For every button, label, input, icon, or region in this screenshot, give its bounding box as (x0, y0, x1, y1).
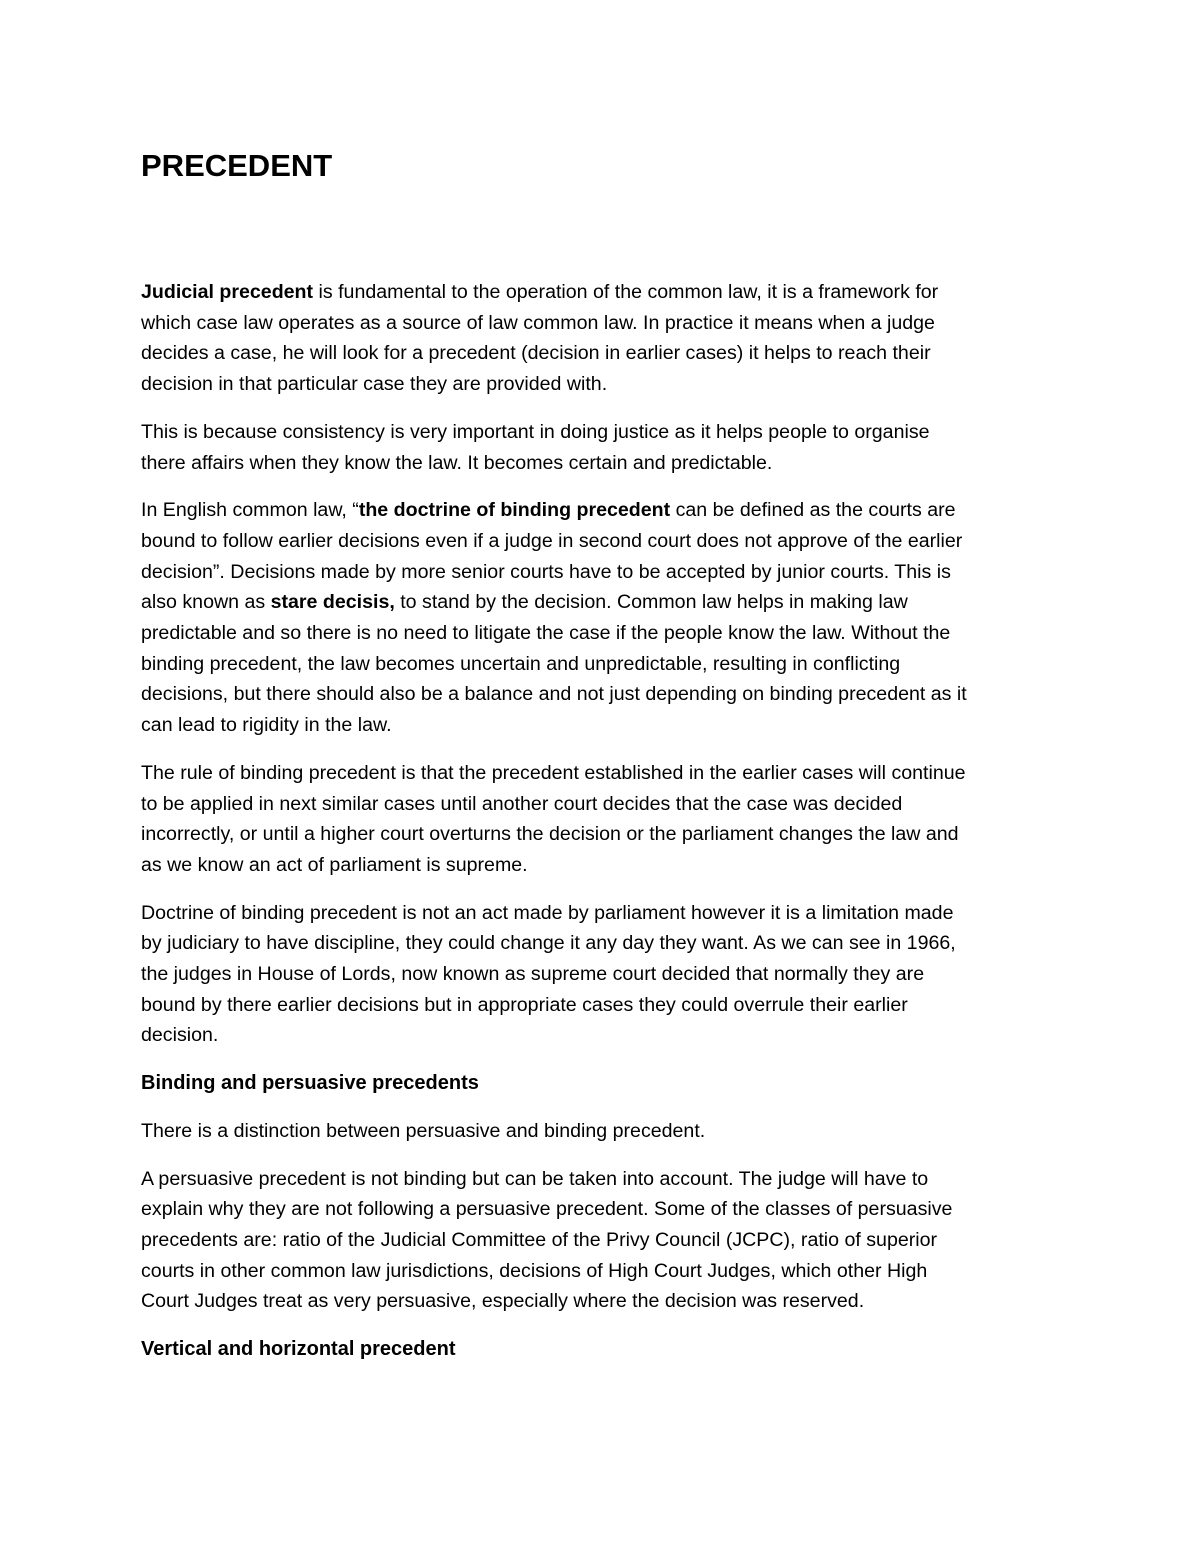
paragraph-line: decision”. Decisions made by more senior courts have to be accepted by junior courts. This is (141, 560, 951, 583)
paragraph-line: as we know an act of parliament is supreme. (141, 853, 528, 876)
document-body (141, 146, 1071, 1382)
paragraph-line: by judiciary to have discipline, they could change it any day they want. As we can see in 1966, (141, 932, 956, 955)
document-title: PRECEDENT (141, 148, 333, 183)
text-run: to stand by the decision. Common law helps in making law (394, 591, 908, 614)
paragraph-doctrine (141, 495, 1071, 741)
paragraph-line: decision. (141, 1024, 219, 1047)
paragraph-line: This is because consistency is very important in doing justice as it helps people to organise (141, 420, 930, 443)
paragraph-line (141, 495, 1071, 526)
paragraph-line: decides a case, he will look for a precedent (decision in earlier cases) it helps to reach their (141, 342, 931, 365)
bold-term: Judicial precedent (141, 281, 314, 303)
text-run: is fundamental to the operation of the common law, it is a framework for (313, 281, 939, 303)
paragraph-line: there affairs when they know the law. It becomes certain and predictable. (141, 451, 773, 474)
paragraph-line: to be applied in next similar cases until another court decides that the case was decided (141, 792, 903, 815)
paragraph-distinction (141, 1116, 1071, 1147)
paragraph-line: Doctrine of binding precedent is not an act made by parliament however it is a limitation made (141, 901, 954, 924)
paragraph-line: precedents are: ratio of the Judicial Committee of the Privy Council (JCPC), ratio of superior (141, 1228, 938, 1251)
paragraph-line: decision in that particular case they are provided with. (141, 373, 608, 396)
paragraph-line: There is a distinction between persuasive and binding precedent. (141, 1119, 706, 1142)
paragraph-line: A persuasive precedent is not binding but can be taken into account. The judge will have to (141, 1167, 929, 1190)
paragraph-limitation (141, 898, 1071, 1052)
paragraph-persuasive (141, 1164, 1071, 1318)
text-run: can be defined as the courts are (670, 499, 956, 522)
paragraph-line: incorrectly, or until a higher court overturns the decision or the parliament changes the law and (141, 823, 959, 846)
bold-term: the doctrine of binding precedent (358, 499, 671, 522)
paragraph-line: bound by there earlier decisions but in appropriate cases they could overrule their earlier (141, 993, 908, 1016)
section-heading: Binding and persuasive precedents (141, 1072, 479, 1095)
paragraph-line: can lead to rigidity in the law. (141, 714, 392, 737)
paragraph-rule (141, 758, 1071, 881)
section-heading: Vertical and horizontal precedent (141, 1338, 456, 1361)
paragraph-line: explain why they are not following a persuasive precedent. Some of the classes of persuasive (141, 1198, 953, 1221)
paragraph-line: bound to follow earlier decisions even if a judge in second court does not approve of the earlier (141, 529, 963, 552)
text-run: In English common law, “ (141, 499, 359, 522)
paragraph-line: decisions, but there should also be a balance and not just depending on binding precedent as it (141, 683, 967, 706)
paragraph-line: The rule of binding precedent is that the precedent established in the earlier cases will continue (141, 761, 966, 784)
paragraph-line (141, 277, 1071, 308)
text-run: also known as (141, 591, 271, 614)
paragraph-consistency (141, 417, 1071, 478)
paragraph-line: Court Judges treat as very persuasive, especially where the decision was reserved. (141, 1290, 865, 1313)
paragraph-line (141, 587, 1071, 618)
paragraph-line: predictable and so there is no need to litigate the case if the people know the law. Without the (141, 622, 951, 645)
paragraph-judicial-precedent (141, 277, 1071, 400)
bold-term: stare decisis, (270, 591, 395, 614)
paragraph-line: the judges in House of Lords, now known as supreme court decided that normally they are (141, 963, 925, 986)
paragraph-line: binding precedent, the law becomes uncertain and unpredictable, resulting in conflicting (141, 652, 901, 675)
paragraph-line: which case law operates as a source of law common law. In practice it means when a judge (141, 311, 935, 334)
paragraph-line: courts in other common law jurisdictions, decisions of High Court Judges, which other High (141, 1259, 928, 1282)
